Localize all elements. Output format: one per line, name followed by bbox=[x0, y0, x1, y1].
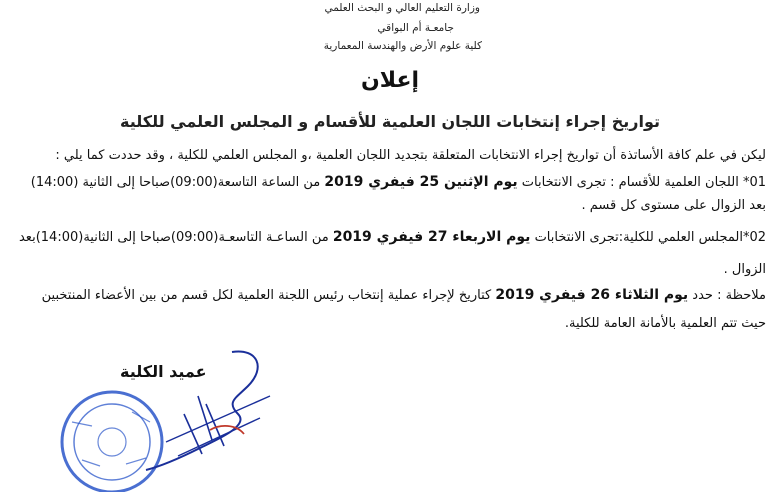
handwritten-signature-icon bbox=[140, 344, 280, 474]
item2-prefix: 02*المجلس العلمي للكلية:تجرى الانتخابات bbox=[530, 230, 766, 245]
faculty-header: كلية علوم الأرض والهندسة المعمارية bbox=[323, 40, 482, 52]
intro-paragraph: ليكن في علم كافة الأساتذة أن تواريخ إجراء الانتخابات المتعلقة بتجديد اللجان العلمية ،و المجلس العلمي للكلية ، وقد حددت كما يلي : bbox=[55, 148, 766, 163]
note-line1 bbox=[42, 287, 766, 303]
announcement-title: إعلان bbox=[360, 68, 420, 93]
item2-line2: الزوال . bbox=[723, 262, 766, 277]
dean-signature-title: عميد الكلية bbox=[120, 362, 207, 381]
university-header: جامعـة أم البواقي bbox=[377, 22, 454, 34]
item2-time: من الساعـة التاسعـة(09:00)صباحا إلى الثانية(14:00)بعد bbox=[18, 230, 333, 245]
item1-line2: بعد الزوال على مستوى كل قسم . bbox=[581, 198, 766, 213]
item1-date: يوم الإثنين 25 فيفري 2019 bbox=[324, 174, 518, 190]
note-line2: حيث تتم العلمية بالأمانة العامة للكلية. bbox=[564, 316, 766, 331]
note-prefix: ملاحظة : حدد bbox=[688, 288, 766, 303]
item2-line1 bbox=[19, 229, 766, 245]
item1-prefix: 01* اللجان العلمية للأقسام : تجرى الانتخابات bbox=[517, 175, 766, 190]
item1-line1 bbox=[31, 174, 766, 190]
item1-time: من الساعة التاسعة(09:00)صباحا إلى الثانية (14:00) bbox=[30, 175, 325, 190]
note-date: يوم الثلاثاء 26 فيفري 2019 bbox=[495, 287, 689, 303]
item2-date: يوم الاربعاء 27 فيفري 2019 bbox=[332, 229, 531, 245]
note-text: كتاريخ لإجراء عملية إنتخاب رئيس اللجنة العلمية لكل قسم من بين الأعضاء المنتخبين bbox=[41, 288, 496, 303]
announcement-subtitle: تواريخ إجراء إنتخابات اللجان العلمية للأقسام و المجلس العلمي للكلية bbox=[120, 112, 660, 131]
ministry-header: وزارة التعليم العالي و البحث العلمي bbox=[324, 2, 480, 14]
